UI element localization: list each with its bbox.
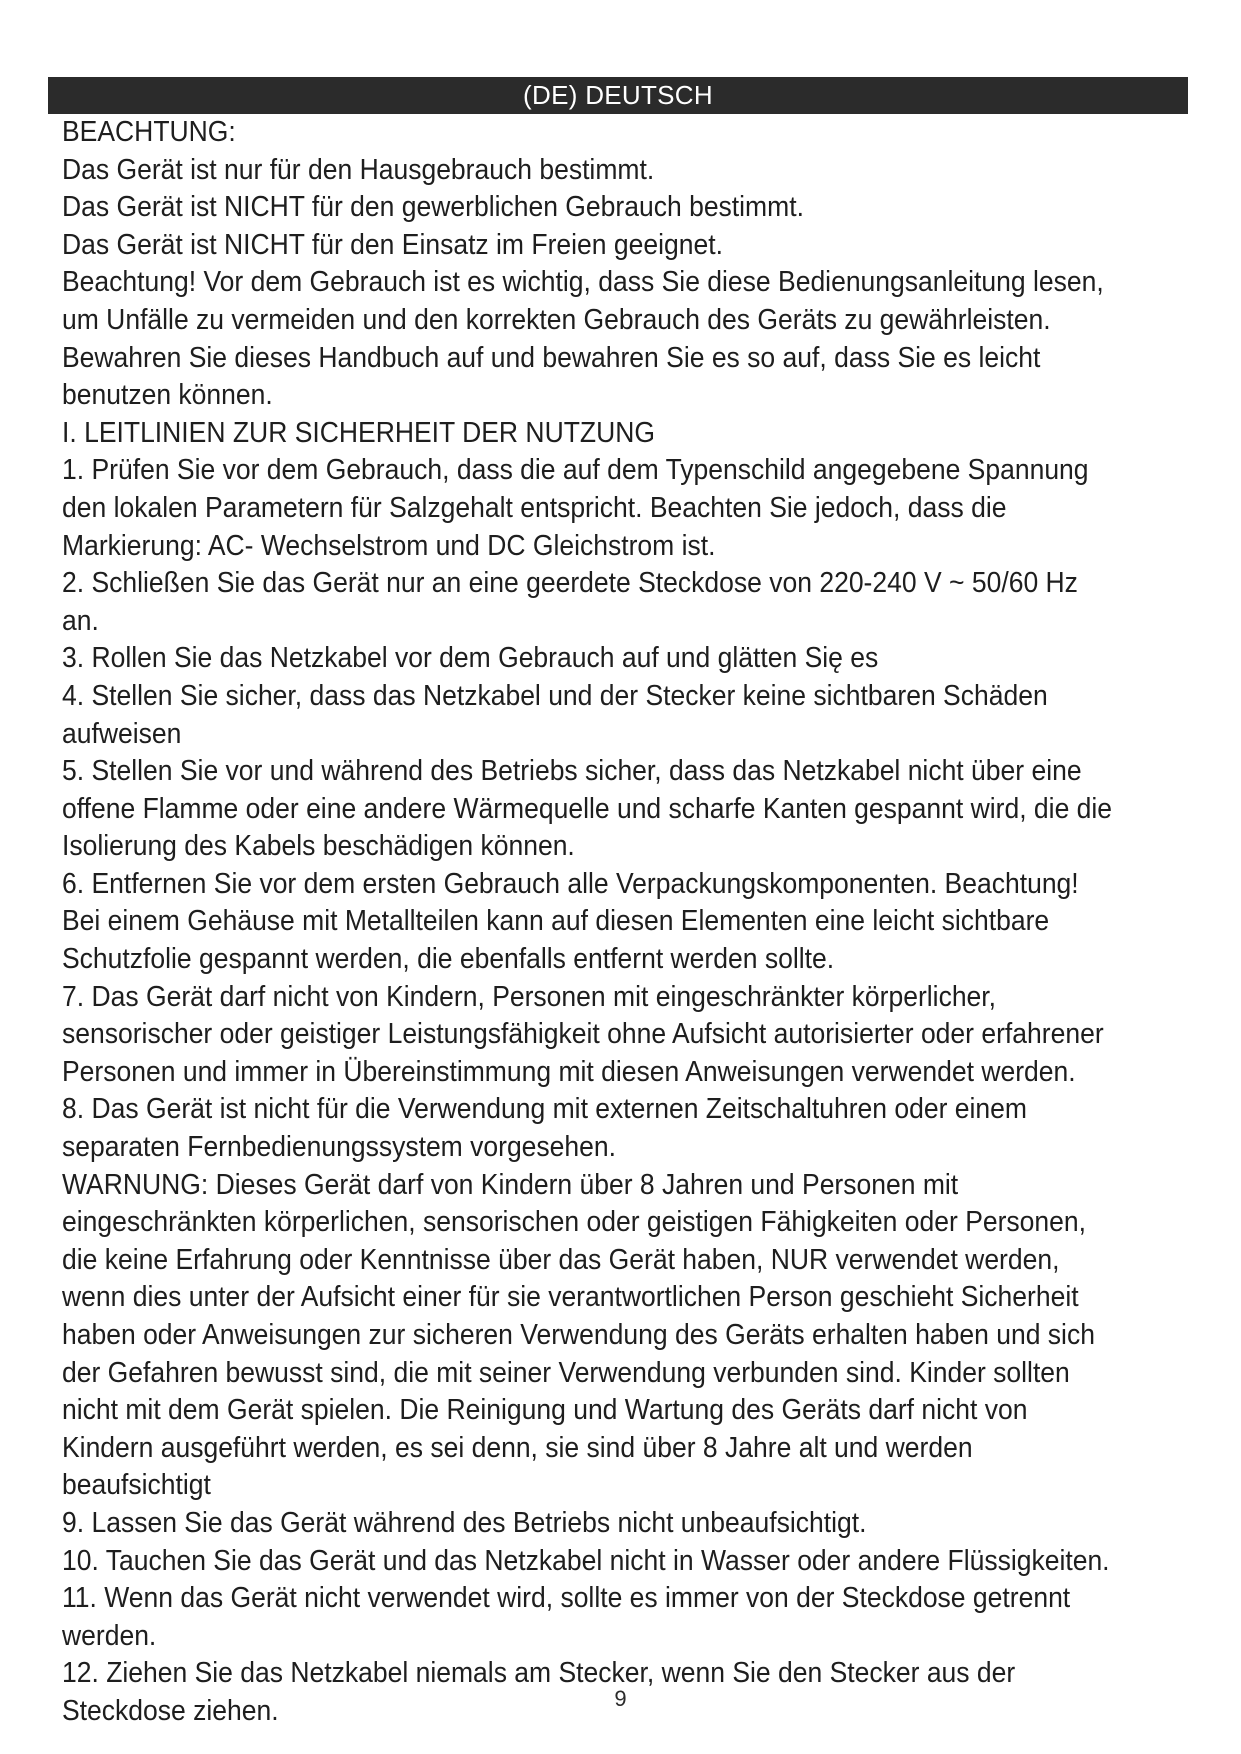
safety-item-12: 12. Ziehen Sie das Netzkabel niemals am Stecker, wenn Sie den Stecker aus der Steckdose ziehen.: [62, 1657, 1016, 1727]
manual-body: [62, 114, 1113, 1731]
read-manual-note: Beachtung! Vor dem Gebrauch ist es wichtig, dass Sie diese Bedienungsanleitung lesen, um Unfälle zu vermeiden und den korrekten Gebrauch des Geräts zu gewährleisten.: [62, 266, 1104, 336]
safety-item-8: 8. Das Gerät ist nicht für die Verwendung mit externen Zeitschaltuhren oder einem separaten Fernbedienungssystem vorgesehen.: [62, 1093, 1027, 1164]
safety-item-3: 3. Rollen Sie das Netzkabel vor dem Gebrauch auf und glätten Się es: [62, 642, 879, 675]
safety-item-9: 9. Lassen Sie das Gerät während des Betriebs nicht unbeaufsichtigt.: [62, 1506, 867, 1539]
safety-item-11: 11. Wenn das Gerät nicht verwendet wird, sollte es immer von der Steckdose getrennt werden.: [62, 1582, 1071, 1652]
no-outdoor-use-note: Das Gerät ist NICHT für den Einsatz im Freien geeignet.: [62, 228, 723, 261]
language-label: (DE) DEUTSCH: [523, 80, 713, 110]
safety-item-6: 6. Entfernen Sie vor dem ersten Gebrauch alle Verpackungskomponenten. Beachtung! Bei einem Gehäuse mit Metallteilen kann auf diesen Elementen eine leicht sichtbare Schutzfolie gespannt werden, die ebenfalls entfernt werden sollte.: [62, 867, 1079, 976]
household-use-note: Das Gerät ist nur für den Hausgebrauch bestimmt.: [62, 153, 655, 186]
language-header-bar: [48, 77, 1188, 114]
safety-item-10: 10. Tauchen Sie das Gerät und das Netzkabel nicht in Wasser oder andere Flüssigkeiten.: [62, 1544, 1110, 1577]
safety-item-7: 7. Das Gerät darf nicht von Kindern, Personen mit eingeschränkter körperlicher, sensorischer oder geistiger Leistungsfähigkeit ohne Aufsicht autorisierter oder erfahrener Personen und immer in Übereinstimmung mit diesen Anweisungen verwendet werden.: [62, 980, 1104, 1088]
safety-section-heading: I. LEITLINIEN ZUR SICHERHEIT DER NUTZUNG: [62, 416, 655, 449]
page-number: 9: [614, 1686, 627, 1711]
no-commercial-use-note: Das Gerät ist NICHT für den gewerblichen Gebrauch bestimmt.: [62, 191, 804, 224]
attention-heading: BEACHTUNG:: [62, 116, 236, 148]
safety-item-1: 1. Prüfen Sie vor dem Gebrauch, dass die auf dem Typenschild angegebene Spannung den lokalen Parametern für Salzgehalt entspricht. Beachten Sie jedoch, dass die Markierung: AC- Wechselstrom und DC Gleichstrom ist.: [62, 454, 1089, 562]
safety-item-5: 5. Stellen Sie vor und während des Betriebs sicher, dass das Netzkabel nicht über eine offene Flamme oder eine andere Wärmequelle und scharfe Kanten gespannt wird, die die Isolierung des Kabels beschädigen können.: [62, 755, 1113, 863]
warning-paragraph: WARNUNG: Dieses Gerät darf von Kindern über 8 Jahren und Personen mit eingeschränkten körperlichen, sensorischen oder geistigen Fähigkeiten oder Personen, die keine Erfahrung oder Kenntnisse über das Gerät haben, NUR verwendet werden, wenn dies unter der Aufsicht einer für sie verantwortlichen Person geschieht Sicherheit haben oder Anweisungen zur sicheren Verwendung des Geräts erhalten haben und sich der Gefahren bewusst sind, die mit seiner Verwendung verbunden sind. Kinder sollten nicht mit dem Gerät spielen. Die Reinigung und Wartung des Geräts darf nicht von Kindern ausgeführt werden, es sei denn, sie sind über 8 Jahre alt und werden beaufsichtigt: [62, 1168, 1095, 1502]
safety-item-4: 4. Stellen Sie sicher, dass das Netzkabel und der Stecker keine sichtbaren Schäden aufweisen: [62, 679, 1048, 750]
safety-item-2: 2. Schließen Sie das Gerät nur an eine geerdete Steckdose von 220-240 V ~ 50/60 Hz an.: [62, 567, 1078, 637]
keep-manual-note: Bewahren Sie dieses Handbuch auf und bewahren Sie es so auf, dass Sie es leicht benutzen können.: [62, 341, 1041, 412]
